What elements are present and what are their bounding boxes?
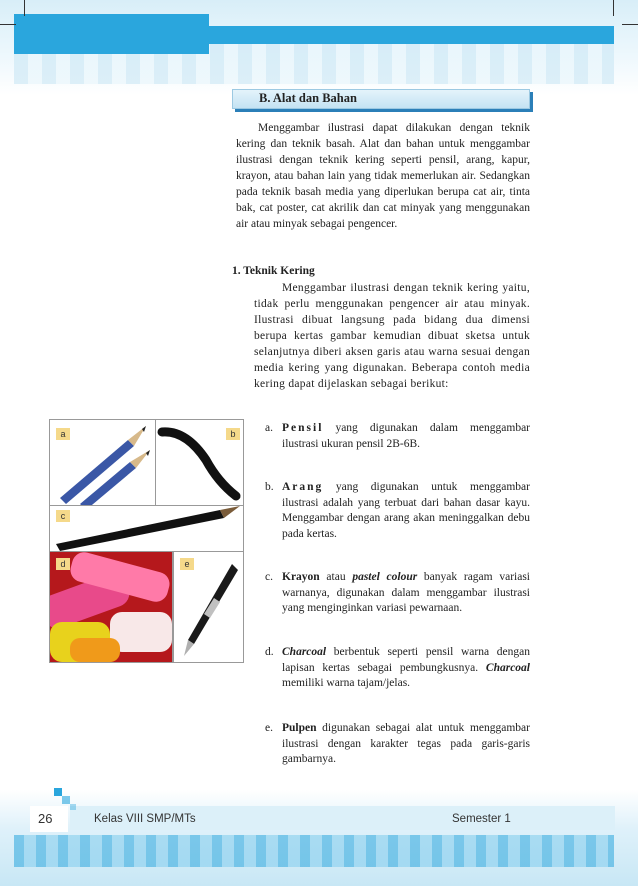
- photo-label: d: [56, 558, 70, 570]
- header-strip: [209, 26, 614, 44]
- photo-label: a: [56, 428, 70, 440]
- footer-semester-label: Semester 1: [452, 813, 511, 825]
- list-item-arang: b. Arang yang digunakan untuk menggambar ilustrasi adalah yang terbuat dari bahan dasar kayu. Menggambar dengan arang akan meninggalkan debu pada kertas.: [265, 481, 530, 540]
- photo-label: b: [226, 428, 240, 440]
- crop-mark: [613, 0, 614, 16]
- term-charcoal-2: Charcoal: [485, 661, 530, 674]
- footer-class-label: Kelas VIII SMP/MTs: [94, 813, 196, 825]
- subsection-title: 1. Teknik Kering: [232, 265, 315, 277]
- pixel-decoration: [54, 788, 62, 796]
- list-item-krayon: c. Krayon atau pastel colour banyak ragam variasi warnanya, digunakan dalam menggambar ilustrasi yang menginginkan variasi pewarnaan.: [265, 571, 530, 614]
- crop-mark: [0, 24, 16, 25]
- term-charcoal: Charcoal: [282, 646, 327, 658]
- term-pensil: Pensil: [282, 422, 324, 434]
- charcoal-pencil-illustration: [50, 506, 243, 551]
- intro-paragraph: Menggambar ilustrasi dapat dilakukan dengan teknik kering dan teknik basah. Alat dan bahan untuk menggambar ilustrasi dengan teknik kering seperti pensil, arang, kapur, krayon, atau bahan lain yang tidak memerlukan air. Sedangkan pada teknik basah media yang diperlukan berupa cat air, tinta bak, cat poster, cat akrilik dan cat minyak yang menggunakan air atau minyak sebagai pengencer.: [236, 122, 530, 230]
- pixel-decoration: [62, 796, 70, 804]
- header-tab: [14, 14, 209, 54]
- footer-pattern: [14, 835, 614, 867]
- section-heading-bar: [232, 89, 530, 109]
- photo-pastels: [49, 551, 173, 663]
- pixel-decoration: [70, 804, 76, 810]
- crop-mark: [622, 24, 638, 25]
- photo-label: e: [180, 558, 194, 570]
- term-krayon: Krayon: [282, 571, 320, 583]
- list-item-charcoal: d. Charcoal berbentuk seperti pensil warna dengan lapisan kertas sebagai pembungkusnya. Charcoal memiliki warna tajam/jelas.: [265, 646, 530, 689]
- list-item-pulpen: e. Pulpen digunakan sebagai alat untuk menggambar ilustrasi dengan karakter tegas pada garis-garis gambarnya.: [265, 722, 530, 765]
- photo-pen: [173, 551, 244, 663]
- photo-charcoal-pencil: [49, 505, 244, 552]
- term-pulpen: Pulpen: [282, 722, 317, 734]
- list-item-pensil: a. Pensil yang digunakan dalam menggambar ilustrasi ukuran pensil 2B-6B.: [265, 422, 530, 450]
- photo-charcoal-stick: [155, 419, 244, 506]
- crop-mark: [24, 0, 25, 16]
- term-arang: Arang: [282, 481, 324, 493]
- term-pastel-colour: pastel colour: [352, 571, 418, 583]
- page-number: 26: [38, 811, 53, 826]
- photo-label: c: [56, 510, 70, 522]
- photo-pencils: [49, 419, 156, 506]
- subsection-paragraph: Menggambar ilustrasi dengan teknik kering yaitu, tidak perlu menggunakan pengencer air atau minyak. Ilustrasi dibuat langsung pada bidang dua dimensi berupa kertas gambar kemudian dibuat sketsa untuk selanjutnya diberi aksen garis atau warna sesuai dengan media kering yang digunakan. Beberapa contoh media kering dapat dijelaskan sebagai berikut:: [254, 282, 530, 390]
- section-title: B. Alat dan Bahan: [259, 91, 357, 105]
